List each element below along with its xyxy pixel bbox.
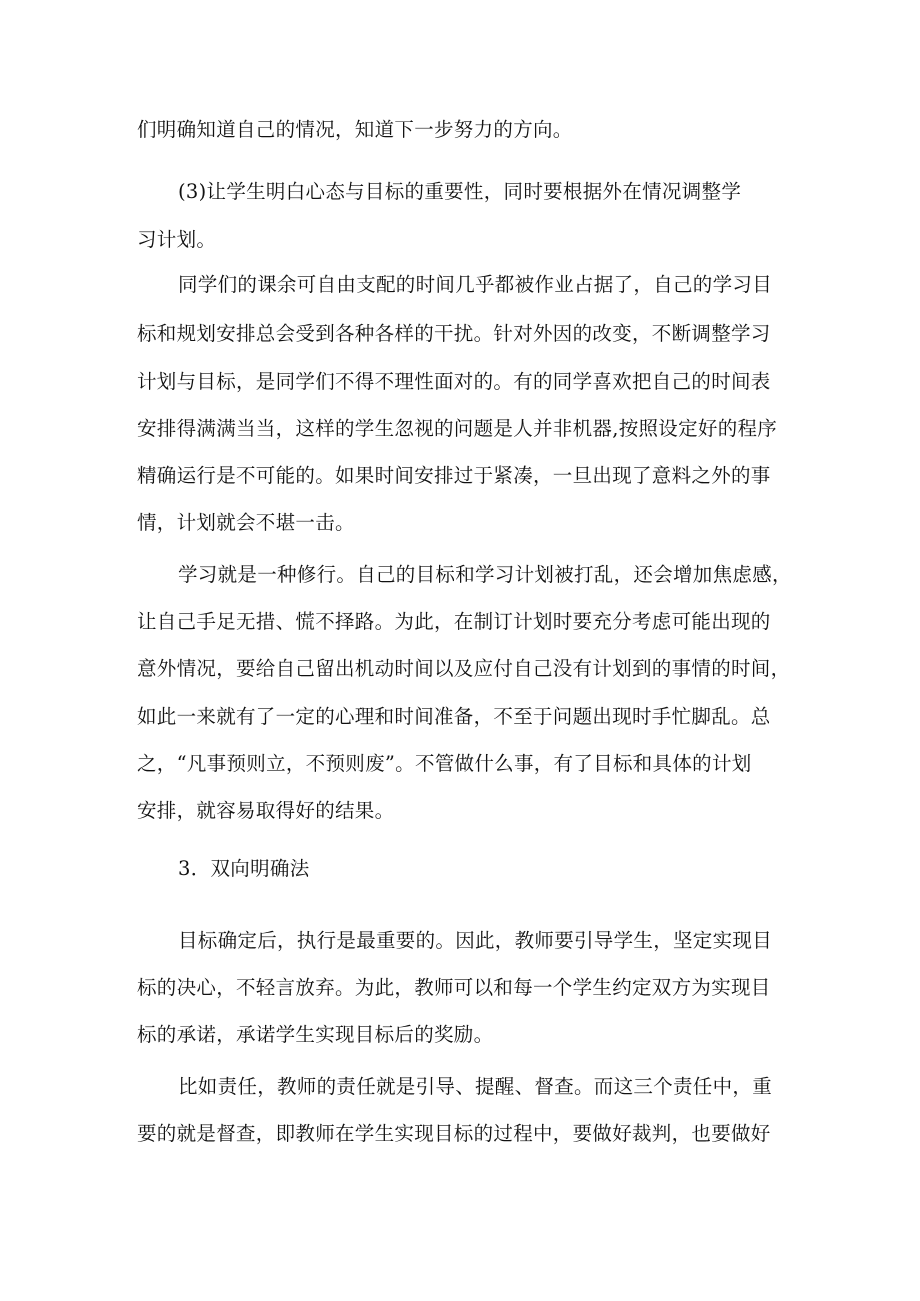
text-line: 精确运行是不可能的。如果时间安排过于紧凑，一旦出现了意料之外的事 bbox=[137, 464, 771, 487]
text-line: 习计划。 bbox=[137, 228, 217, 251]
text-line: 安排，就容易取得好的结果。 bbox=[137, 799, 395, 822]
text-line: 如此一来就有了一定的心理和时间准备，不至于问题出现时手忙脚乱。总 bbox=[137, 705, 771, 728]
text-line: (3)让学生明白心态与目标的重要性，同时要根据外在情况调整学 bbox=[178, 180, 742, 203]
text-line: 们明确知道自己的情况，知道下一步努力的方向。 bbox=[137, 118, 573, 141]
section-heading: 3．双向明确法 bbox=[178, 857, 310, 880]
text-line: 标和规划安排总会受到各种各样的干扰。针对外因的改变，不断调整学习 bbox=[137, 322, 771, 345]
text-line: 标的决心，不轻言放弃。为此，教师可以和每一个学生约定双方为实现目 bbox=[137, 976, 771, 999]
text-line: 意外情况，要给自己留出机动时间以及应付自己没有计划到的事情的时间， bbox=[137, 657, 791, 680]
text-line: 安排得满满当当，这样的学生忽视的问题是人并非机器,按照设定好的程序 bbox=[137, 417, 778, 440]
text-line: 之，“凡事预则立，不预则废”。不管做什么事，有了目标和具体的计划 bbox=[137, 752, 752, 775]
text-line: 比如责任，教师的责任就是引导、提醒、督查。而这三个责任中，重 bbox=[178, 1075, 773, 1098]
text-line: 目标确定后，执行是最重要的。因此，教师要引导学生，坚定实现目 bbox=[178, 929, 773, 952]
text-line: 让自己手足无措、慌不择路。为此，在制订计划时要充分考虑可能出现的 bbox=[137, 610, 771, 633]
text-line: 情，计划就会不堪一击。 bbox=[137, 511, 355, 534]
text-line: 同学们的课余可自由支配的时间几乎都被作业占据了，自己的学习目 bbox=[178, 273, 773, 296]
text-line: 学习就是一种修行。自己的目标和学习计划被打乱，还会增加焦虑感， bbox=[178, 563, 792, 586]
text-line: 计划与目标，是同学们不得不理性面对的。有的同学喜欢把自己的时间表 bbox=[137, 370, 771, 393]
text-line: 要的就是督查，即教师在学生实现目标的过程中，要做好裁判，也要做好 bbox=[137, 1122, 771, 1145]
text-line: 标的承诺，承诺学生实现目标后的奖励。 bbox=[137, 1023, 494, 1046]
